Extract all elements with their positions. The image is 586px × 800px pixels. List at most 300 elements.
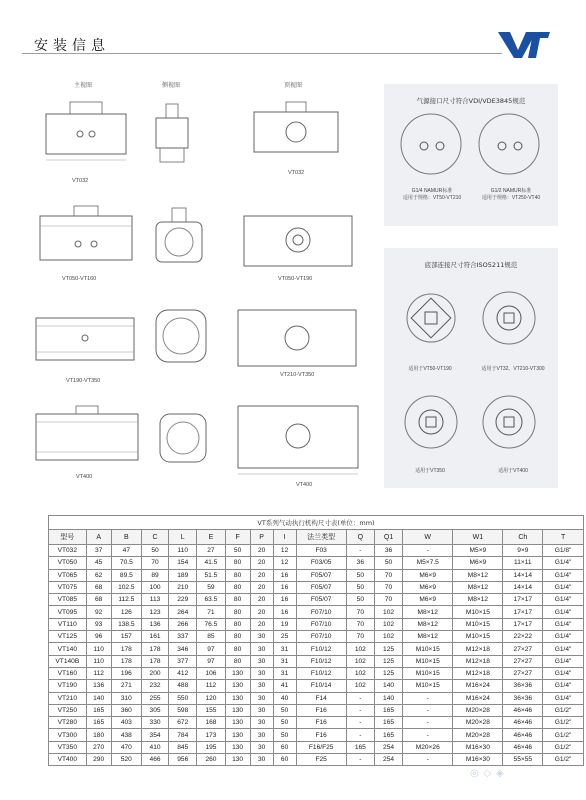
table-cell: 130 (225, 667, 250, 679)
table-cell: 97 (197, 655, 225, 667)
table-cell: 50 (346, 581, 374, 593)
model-cell: VT140B (49, 655, 87, 667)
table-cell: 80 (225, 606, 250, 618)
table-cell: 22×22 (503, 631, 543, 643)
table-cell: 50 (273, 717, 296, 729)
table-row (49, 692, 584, 704)
vt400-side-drawing (154, 404, 212, 472)
table-cell: 412 (169, 667, 197, 679)
table-cell: - (403, 754, 453, 766)
table-row (49, 667, 584, 679)
table-cell: 27×27 (503, 643, 543, 655)
table-cell: 438 (111, 729, 141, 741)
table-cell: 140 (86, 692, 111, 704)
table-cell: 68 (86, 594, 111, 606)
table-cell: 20 (250, 581, 273, 593)
table-cell: 232 (141, 680, 168, 692)
table-cell: 305 (141, 704, 168, 716)
table-cell: 360 (111, 704, 141, 716)
table-cell: 17×17 (503, 618, 543, 630)
model-label: VT210-VT350 (280, 372, 315, 378)
table-cell: M8×12 (403, 618, 453, 630)
table-cell: G1/8" (543, 545, 584, 557)
table-cell: M10×15 (403, 667, 453, 679)
column-header: T (543, 530, 584, 545)
table-cell: 102 (346, 680, 374, 692)
table-cell: 80 (225, 594, 250, 606)
table-cell: 102 (346, 655, 374, 667)
table-cell: G1/4" (543, 557, 584, 569)
table-cell: G1/4" (543, 606, 584, 618)
table-cell: M8×12 (453, 569, 503, 581)
table-cell: 80 (225, 569, 250, 581)
column-header: L (169, 530, 197, 545)
namur-quarter-drawing (398, 110, 464, 182)
model-cell: VT075 (49, 581, 87, 593)
vt190-front-drawing (32, 306, 138, 372)
table-cell: 173 (197, 729, 225, 741)
table-cell: F05/07 (296, 594, 346, 606)
table-cell: M10×15 (403, 655, 453, 667)
table-cell: 27×27 (503, 667, 543, 679)
table-cell: 47 (111, 545, 141, 557)
column-header: B (111, 530, 141, 545)
model-cell: VT160 (49, 667, 87, 679)
table-cell: F16/F25 (296, 741, 346, 753)
table-cell: F10/14 (296, 680, 346, 692)
table-cell: 50 (346, 569, 374, 581)
table-cell: 377 (169, 655, 197, 667)
table-cell: G1/2" (543, 741, 584, 753)
table-cell: 155 (197, 704, 225, 716)
table-cell: - (403, 545, 453, 557)
table-cell: 410 (141, 741, 168, 753)
table-cell: G1/4" (543, 655, 584, 667)
table-cell: 254 (374, 754, 402, 766)
table-cell: 70 (346, 631, 374, 643)
column-header: Ch (503, 530, 543, 545)
table-cell: 50 (273, 704, 296, 716)
table-cell: F03 (296, 545, 346, 557)
table-cell: G1/2" (543, 729, 584, 741)
table-cell: 30 (250, 754, 273, 766)
table-cell: F05/07 (296, 569, 346, 581)
model-cell: VT300 (49, 729, 87, 741)
front-view-label: 主视图 (74, 82, 93, 89)
table-cell: M8×12 (453, 581, 503, 593)
model-cell: VT065 (49, 569, 87, 581)
table-cell: 70 (374, 594, 402, 606)
table-cell: 178 (111, 655, 141, 667)
table-cell: 138.5 (111, 618, 141, 630)
model-cell: VT190 (49, 680, 87, 692)
table-cell: F16 (296, 717, 346, 729)
table-cell: 80 (225, 643, 250, 655)
table-cell: 189 (169, 569, 197, 581)
installation-drawings (22, 66, 374, 506)
table-row (49, 569, 584, 581)
table-cell: M8×12 (453, 594, 503, 606)
table-cell: 130 (225, 754, 250, 766)
table-cell: - (403, 704, 453, 716)
table-cell: 30 (250, 729, 273, 741)
table-cell: 113 (141, 594, 168, 606)
table-cell: G1/2" (543, 754, 584, 766)
table-cell: 17×17 (503, 606, 543, 618)
model-cell: VT350 (49, 741, 87, 753)
table-cell: M8×12 (403, 606, 453, 618)
vdi-panel-title: 气源接口尺寸符合VDI/VDE3845规范 (416, 97, 526, 105)
table-cell: M12×18 (453, 667, 503, 679)
table-cell: 59 (197, 581, 225, 593)
table-cell: 55×55 (503, 754, 543, 766)
table-row (49, 545, 584, 557)
table-cell: 68 (86, 581, 111, 593)
table-cell: G1/4" (543, 618, 584, 630)
table-cell: M12×18 (453, 643, 503, 655)
table-cell: - (403, 717, 453, 729)
table-cell: 36 (346, 557, 374, 569)
table-header-row (49, 530, 584, 545)
table-cell: 165 (374, 704, 402, 716)
table-cell: F10/12 (296, 655, 346, 667)
table-cell: 20 (250, 594, 273, 606)
table-cell: - (403, 729, 453, 741)
table-cell: 70 (346, 618, 374, 630)
table-cell: 130 (225, 717, 250, 729)
table-cell: 30 (250, 741, 273, 753)
iso-note-2: 适用于VT32、VT210-VT300 (481, 366, 545, 372)
vt210-top-drawing (234, 302, 360, 374)
table-row (49, 680, 584, 692)
table-cell: 70 (374, 569, 402, 581)
table-cell: 102 (374, 618, 402, 630)
table-cell: M16×30 (453, 754, 503, 766)
table-cell: 62 (86, 569, 111, 581)
table-cell: 178 (111, 643, 141, 655)
table-body (49, 545, 584, 766)
model-label: VT400 (76, 474, 93, 480)
table-cell: 102.5 (111, 581, 141, 593)
table-cell: 210 (169, 581, 197, 593)
table-cell: 165 (374, 729, 402, 741)
table-cell: M20×26 (403, 741, 453, 753)
table-cell: M12×18 (453, 655, 503, 667)
table-cell: 16 (273, 606, 296, 618)
model-cell: VT400 (49, 754, 87, 766)
table-cell: 125 (374, 667, 402, 679)
column-header: P (250, 530, 273, 545)
table-cell: 337 (169, 631, 197, 643)
table-cell: 195 (197, 741, 225, 753)
table-cell: M5×7.5 (403, 557, 453, 569)
table-cell: 168 (197, 717, 225, 729)
table-cell: 200 (141, 667, 168, 679)
table-cell: M20×28 (453, 704, 503, 716)
table-cell: 93 (86, 618, 111, 630)
table-cell: 157 (111, 631, 141, 643)
table-cell: 60 (273, 754, 296, 766)
page-title: 安装信息 (34, 38, 110, 54)
table-cell: 100 (141, 581, 168, 593)
table-row (49, 643, 584, 655)
table-cell: - (346, 692, 374, 704)
vt400-front-drawing (32, 404, 142, 472)
table-cell: 266 (169, 618, 197, 630)
table-cell: 125 (374, 643, 402, 655)
table-cell: 96 (86, 631, 111, 643)
table-row (49, 655, 584, 667)
dimension-table-wrapper (48, 515, 584, 766)
table-cell: 178 (141, 655, 168, 667)
table-row (49, 631, 584, 643)
table-cell: 271 (111, 680, 141, 692)
table-cell: 165 (86, 704, 111, 716)
table-cell: 136 (141, 618, 168, 630)
table-cell: F07/10 (296, 631, 346, 643)
table-cell: 70.5 (111, 557, 141, 569)
model-label: VT050-VT160 (62, 276, 97, 282)
table-cell: M8×12 (403, 631, 453, 643)
table-cell: 70 (141, 557, 168, 569)
iso-flange-3-drawing (398, 384, 464, 462)
table-cell: F07/10 (296, 606, 346, 618)
table-cell: 30 (250, 692, 273, 704)
table-cell: 20 (250, 606, 273, 618)
table-row (49, 581, 584, 593)
table-cell: 30 (250, 643, 273, 655)
page-header (0, 0, 586, 64)
table-cell: M10×15 (453, 606, 503, 618)
table-cell: G1/4" (543, 569, 584, 581)
table-row (49, 606, 584, 618)
column-header: Q (346, 530, 374, 545)
table-cell: M10×15 (453, 618, 503, 630)
table-cell: G1/4" (543, 631, 584, 643)
table-cell: 20 (250, 557, 273, 569)
iso-panel-title: 底部连接尺寸符合ISO5211规范 (424, 261, 518, 269)
table-cell: 112 (86, 667, 111, 679)
table-cell: 20 (250, 545, 273, 557)
table-cell: 46×46 (503, 741, 543, 753)
table-row (49, 754, 584, 766)
table-cell: 60 (273, 741, 296, 753)
table-cell: 130 (225, 704, 250, 716)
table-row (49, 557, 584, 569)
model-cell: VT050 (49, 557, 87, 569)
table-cell: 17×17 (503, 594, 543, 606)
model-label: VT190-VT350 (66, 378, 101, 384)
table-cell: 70 (346, 606, 374, 618)
column-header: W1 (453, 530, 503, 545)
table-cell: 598 (169, 704, 197, 716)
table-cell: M20×28 (453, 729, 503, 741)
table-cell: 120 (197, 692, 225, 704)
top-view-label: 顶视图 (284, 82, 303, 89)
table-cell: M6×9 (403, 594, 453, 606)
table-cell: 130 (225, 692, 250, 704)
table-cell: 50 (374, 557, 402, 569)
table-cell: M6×9 (403, 581, 453, 593)
table-cell: 11×11 (503, 557, 543, 569)
model-cell: VT210 (49, 692, 87, 704)
table-cell: 71 (197, 606, 225, 618)
iso-flange-1-drawing (398, 278, 464, 360)
table-cell: 126 (111, 606, 141, 618)
table-cell: - (346, 704, 374, 716)
table-cell: 80 (225, 655, 250, 667)
table-row (49, 618, 584, 630)
table-cell: 102 (374, 606, 402, 618)
model-cell: VT095 (49, 606, 87, 618)
table-cell: - (346, 754, 374, 766)
table-cell: 70 (374, 581, 402, 593)
table-cell: F16 (296, 704, 346, 716)
table-cell: 45 (86, 557, 111, 569)
table-cell: 16 (273, 569, 296, 581)
table-cell: 466 (141, 754, 168, 766)
dimension-table (48, 515, 584, 766)
table-cell: M6×9 (403, 569, 453, 581)
table-cell: G1/4" (543, 667, 584, 679)
table-cell: 130 (225, 729, 250, 741)
table-cell: 12 (273, 557, 296, 569)
table-row (49, 729, 584, 741)
table-cell: 110 (86, 655, 111, 667)
table-cell: - (346, 545, 374, 557)
model-cell: VT250 (49, 704, 87, 716)
table-cell: 50 (141, 545, 168, 557)
table-cell: 845 (169, 741, 197, 753)
vdi-panel (384, 84, 558, 226)
table-cell: 255 (141, 692, 168, 704)
table-cell: 110 (86, 643, 111, 655)
model-cell: VT110 (49, 618, 87, 630)
table-cell: 89 (141, 569, 168, 581)
table-cell: 229 (169, 594, 197, 606)
table-cell: 130 (225, 680, 250, 692)
table-cell: 89.5 (111, 569, 141, 581)
table-cell: 140 (374, 680, 402, 692)
table-cell: 41 (273, 680, 296, 692)
table-cell: 92 (86, 606, 111, 618)
vt050-front-drawing (36, 204, 136, 274)
table-cell: 470 (111, 741, 141, 753)
table-cell: F10/12 (296, 667, 346, 679)
table-cell: 46×46 (503, 717, 543, 729)
table-cell: 112 (197, 680, 225, 692)
vt032-front-drawing (40, 96, 132, 172)
table-cell: G1/4" (543, 680, 584, 692)
vt190-side-drawing (150, 302, 212, 372)
table-cell: 16 (273, 581, 296, 593)
table-cell: 956 (169, 754, 197, 766)
table-cell: - (346, 717, 374, 729)
table-cell: 130 (225, 741, 250, 753)
table-cell: 31 (273, 643, 296, 655)
table-cell: 550 (169, 692, 197, 704)
table-cell: 102 (374, 631, 402, 643)
table-cell: 80 (225, 618, 250, 630)
table-cell: 63.5 (197, 594, 225, 606)
table-cell: 27 (197, 545, 225, 557)
table-cell: 403 (111, 717, 141, 729)
table-cell: F05/07 (296, 581, 346, 593)
table-cell: 9×9 (503, 545, 543, 557)
table-cell: 46×46 (503, 704, 543, 716)
table-cell: F25 (296, 754, 346, 766)
table-row (49, 594, 584, 606)
table-cell: 36×36 (503, 680, 543, 692)
table-cell: 36 (374, 545, 402, 557)
table-cell: 50 (225, 545, 250, 557)
table-cell: 85 (197, 631, 225, 643)
table-cell: 112.5 (111, 594, 141, 606)
table-cell: 36×36 (503, 692, 543, 704)
table-cell: 30 (250, 680, 273, 692)
table-cell: 97 (197, 643, 225, 655)
iso-flange-2-drawing (476, 278, 542, 360)
table-cell: M10×15 (453, 631, 503, 643)
table-cell: G1/4" (543, 643, 584, 655)
table-cell: G1/4" (543, 692, 584, 704)
column-header: I (273, 530, 296, 545)
table-cell: 14×14 (503, 569, 543, 581)
table-cell: G1/2" (543, 704, 584, 716)
table-cell: F03/05 (296, 557, 346, 569)
model-label: VT032 (288, 170, 305, 176)
namur-half-drawing (476, 110, 542, 182)
iso-note-3: 适用于VT350 (415, 468, 445, 474)
table-cell: 20 (250, 569, 273, 581)
table-cell: 20 (250, 618, 273, 630)
table-cell: M16×24 (453, 680, 503, 692)
table-cell: 165 (86, 717, 111, 729)
table-cell: 30 (250, 667, 273, 679)
table-cell: 254 (374, 741, 402, 753)
table-cell: 140 (374, 692, 402, 704)
column-header: F (225, 530, 250, 545)
table-cell: 136 (86, 680, 111, 692)
column-header: W (403, 530, 453, 545)
table-cell: M6×9 (453, 557, 503, 569)
table-row (49, 741, 584, 753)
table-cell: 80 (225, 557, 250, 569)
vdi-left-note: G1/4 NAMUR标准 适用于规格：VT50-VT210 (402, 188, 462, 201)
table-cell: 16 (273, 594, 296, 606)
table-cell: 102 (346, 667, 374, 679)
table-cell: 310 (111, 692, 141, 704)
table-cell: 80 (225, 631, 250, 643)
table-cell: 165 (374, 717, 402, 729)
iso-panel (384, 248, 558, 488)
table-cell: 784 (169, 729, 197, 741)
table-cell: 161 (141, 631, 168, 643)
table-cell: G1/2" (543, 717, 584, 729)
table-cell: 106 (197, 667, 225, 679)
table-cell: 125 (374, 655, 402, 667)
table-cell: 178 (141, 643, 168, 655)
column-header: A (86, 530, 111, 545)
table-cell: 30 (250, 717, 273, 729)
model-cell: VT125 (49, 631, 87, 643)
model-cell: VT140 (49, 643, 87, 655)
table-cell: 76.5 (197, 618, 225, 630)
iso-note-1: 适用于VT50-VT190 (408, 366, 452, 372)
table-cell: 12 (273, 545, 296, 557)
table-cell: 330 (141, 717, 168, 729)
table-cell: - (346, 729, 374, 741)
